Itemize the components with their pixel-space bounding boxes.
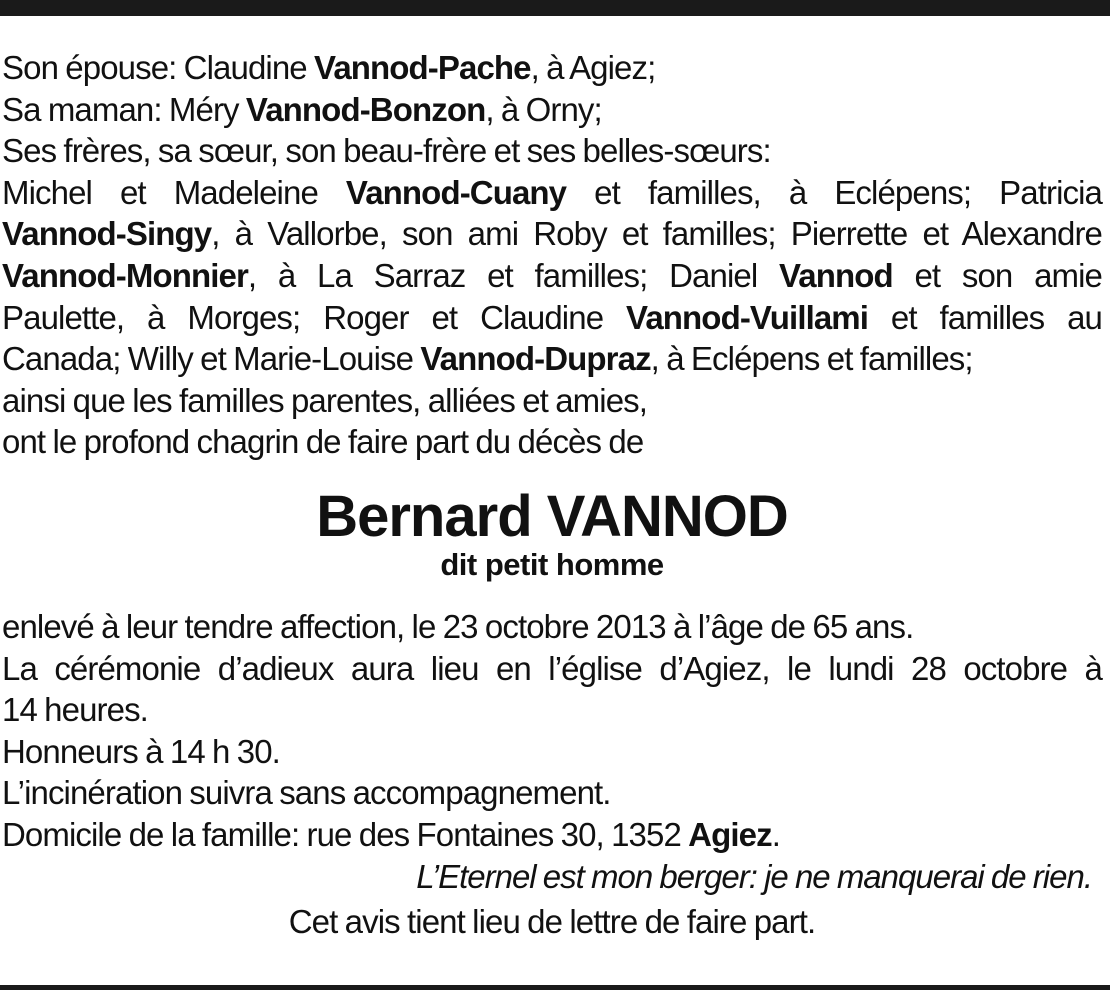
spouse-prefix: Son épouse: Claudine: [2, 49, 315, 86]
siblings-line-3-suffix: et son amie: [892, 256, 1103, 294]
siblings-line-3-middle: , à La Sarraz et familles; Daniel: [247, 256, 779, 294]
deceased-block: [2, 463, 1102, 581]
domicile-line: [2, 814, 1102, 856]
top-border-rule: [0, 0, 1110, 16]
siblings-line-1-suffix: et familles, à Eclépens; Patricia: [566, 173, 1103, 211]
ceremony-line-2: 14 heures.: [2, 691, 148, 729]
relatives-line: ainsi que les familles parentes, alliées et amies,: [2, 381, 648, 419]
domicile-prefix: Domicile de la famille: rue des Fontaines 30, 1352: [2, 815, 689, 853]
deceased-name: Bernard VANNOD: [316, 483, 788, 549]
siblings-line-4: [2, 297, 1102, 339]
siblings-line-4-surname: Vannod-Vuillami: [626, 298, 869, 336]
announcement-line: ont le profond chagrin de faire part du décès de: [2, 423, 644, 461]
siblings-line-2-suffix: , à Vallorbe, son ami Roby et familles; Pierrette et Alexandre: [211, 215, 1102, 253]
siblings-intro: Ses frères, sa sœur, son beau-frère et ses belles-sœurs:: [2, 132, 771, 170]
siblings-line-3-surname2: Vannod: [778, 256, 893, 294]
death-line: enlevé à leur tendre affection, le 23 octobre 2013 à l’âge de 65 ans.: [2, 607, 914, 645]
siblings-line-4-prefix: Paulette, à Morges; Roger et Claudine: [2, 298, 627, 336]
siblings-line-1-prefix: Michel et Madeleine: [2, 173, 346, 211]
domicile-town: Agiez: [688, 815, 772, 853]
verse-quote: L’Eternel est mon berger: je ne manquerai de rien.: [416, 857, 1092, 895]
details-block: [2, 606, 1102, 943]
deceased-nickname: dit petit homme: [440, 546, 664, 582]
siblings-line-5-prefix: Canada; Willy et Marie-Louise: [2, 340, 421, 378]
spouse-line: [2, 47, 1102, 89]
mother-line: [2, 89, 1102, 131]
domicile-suffix: .: [771, 815, 780, 853]
siblings-line-4-suffix: et familles au: [868, 298, 1102, 336]
siblings-line-3-surname: Vannod-Monnier: [2, 256, 248, 294]
closing-note: Cet avis tient lieu de lettre de faire part.: [288, 903, 816, 941]
cremation-line: L’incinération suivra sans accompagnement.: [2, 774, 611, 812]
mother-prefix: Sa maman: Méry: [2, 90, 246, 128]
obituary-notice: [2, 47, 1102, 943]
siblings-line-1-surname: Vannod-Cuany: [345, 173, 567, 211]
siblings-line-2: [2, 213, 1102, 255]
spouse-surname: Vannod-Pache: [314, 49, 531, 86]
siblings-line-2-surname: Vannod-Singy: [2, 215, 212, 253]
honors-line: Honneurs à 14 h 30.: [2, 732, 280, 770]
spouse-suffix: , à Agiez;: [530, 49, 656, 86]
siblings-line-5: [2, 338, 1102, 380]
siblings-line-1: [2, 172, 1102, 214]
ceremony-line-1: La cérémonie d’adieux aura lieu en l’église d’Agiez, le lundi 28 octobre à: [2, 649, 1102, 687]
siblings-line-5-suffix: , à Eclépens et familles;: [650, 340, 973, 378]
siblings-line-3: [2, 255, 1102, 297]
mother-suffix: , à Orny;: [485, 90, 602, 128]
mother-surname: Vannod-Bonzon: [245, 90, 486, 128]
bottom-border-rule: [0, 985, 1110, 990]
siblings-line-5-surname: Vannod-Dupraz: [420, 340, 651, 378]
